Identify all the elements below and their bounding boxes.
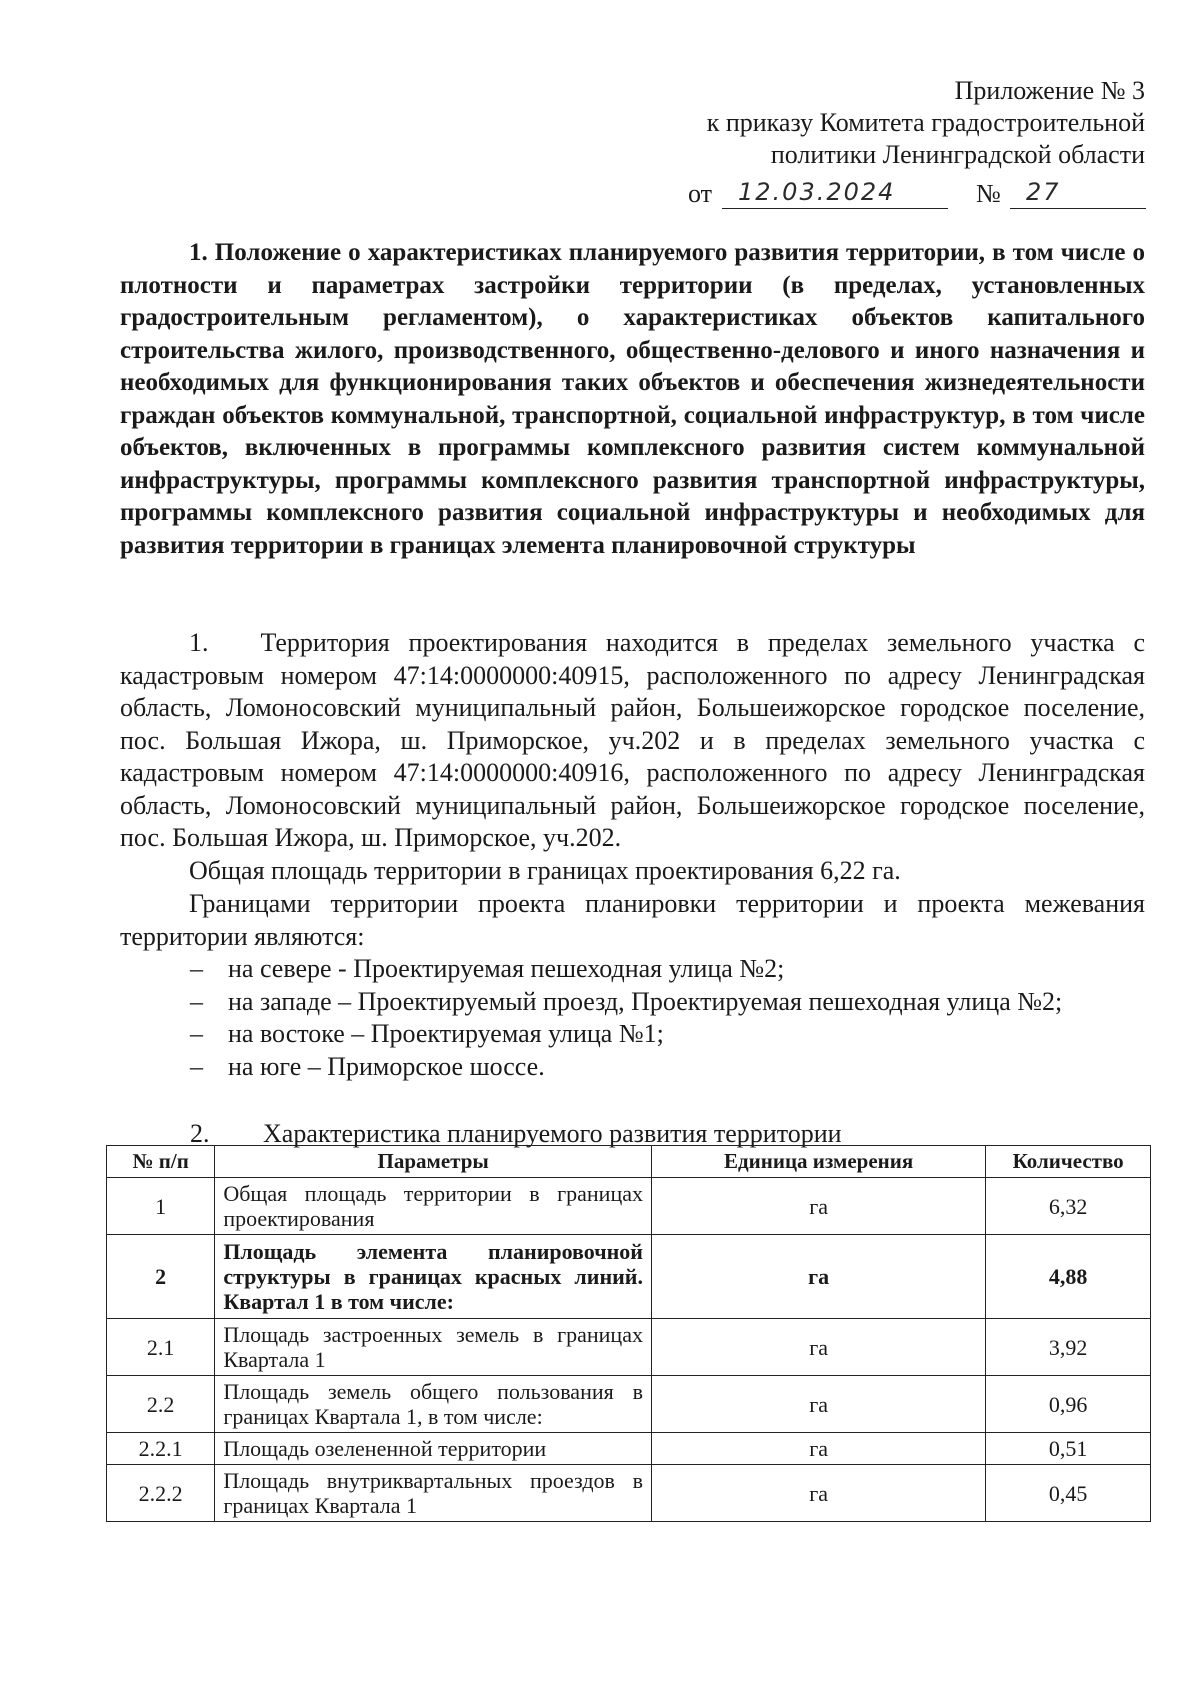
order-number: 27 (1026, 178, 1061, 206)
row-num: 2.2.2 (107, 1465, 215, 1522)
list-item: – на юге – Приморское шоссе. (190, 1051, 1150, 1084)
row-num: 2 (107, 1235, 215, 1319)
section-title: 1. Положение о характеристиках планируемого развития территории, в том числе о плотности и параметрах застройки территории (в пределах, установленных градостроительным регламентом), о характеристиках объектов капитального строительства жилого, производственного, общественно-делового и иного назначения и необходимых для функционирования таких объектов и обеспечения жизнедеятельности граждан объектов коммунальной, транспортной, социальной инфраструктур, в том числе объектов, включенных в программы комплексного развития систем коммунальной инфраструктуры, программы комплексного развития транспортной инфраструктуры, программы комплексного развития социальной инфраструктуры и необходимых для развития территории в границах элемента планировочной структуры (120, 239, 1145, 559)
table-header-row (107, 1146, 1151, 1178)
row-qty: 0,96 (986, 1376, 1151, 1433)
row-num: 2.2 (107, 1376, 215, 1433)
table-row (107, 1178, 1151, 1235)
list-item: – на западе – Проектируемый проезд, Проектируемая пешеходная улица №2; (190, 986, 1150, 1019)
table-row (107, 1319, 1151, 1376)
table-row (107, 1235, 1151, 1319)
row-unit: га (651, 1465, 985, 1522)
boundaries-list (190, 953, 1150, 1083)
table-row (107, 1376, 1151, 1433)
row-param: Площадь застроенных земель в границах Квартала 1 (215, 1319, 652, 1376)
section2-title: Характеристика планируемого развития территории (263, 1119, 842, 1148)
header-params: Параметры (215, 1146, 652, 1178)
row-param: Площадь элемента планировочной структуры в границах красных линий. Квартал 1 в том числе: (215, 1235, 652, 1319)
parameters-table (106, 1145, 1151, 1522)
date-prefix: от (688, 179, 713, 208)
header-num: № п/п (107, 1146, 215, 1178)
territory-location-paragraph: 1. Территория проектирования находится в пределах земельного участка с кадастровым номером 47:14:0000000:40915, расположенного по адресу Ленинградская область, Ломоносовский муниципальный район, Большеижорское городское поселение, пос. Большая Ижора, ш. Приморское, уч.202 и в пределах земельного участка с кадастровым номером 47:14:0000000:40916, расположенного по адресу Ленинградская область, Ломоносовский муниципальный район, Большеижорское городское поселение, пос. Большая Ижора, ш. Приморское, уч.202. (120, 628, 1145, 852)
row-param: Площадь озелененной территории (215, 1433, 652, 1465)
row-param: Площадь внутриквартальных проездов в границах Квартала 1 (215, 1465, 652, 1522)
order-reference: к приказу Комитета градостроительной (706, 108, 1145, 137)
row-unit: га (651, 1433, 985, 1465)
total-area-paragraph: Общая площадь территории в границах проектирования 6,22 га. (189, 856, 901, 885)
table-row (107, 1465, 1151, 1522)
dash-marker: – (190, 1051, 203, 1081)
table-row (107, 1433, 1151, 1465)
dash-marker: – (190, 1019, 203, 1048)
row-qty: 0,45 (986, 1465, 1151, 1522)
row-qty: 3,92 (986, 1319, 1151, 1376)
row-num: 1 (107, 1178, 215, 1235)
row-unit: га (651, 1319, 985, 1376)
boundaries-intro-paragraph: Границами территории проекта планировки территории и проекта межевания территории являются: (120, 889, 1145, 951)
appendix-label: Приложение № 3 (954, 76, 1145, 105)
row-qty: 6,32 (986, 1178, 1151, 1235)
row-unit: га (651, 1178, 985, 1235)
list-item: – на севере - Проектируемая пешеходная улица №2; (190, 953, 1150, 986)
row-unit: га (651, 1376, 985, 1433)
list-item: – на востоке – Проектируемая улица №1; (190, 1018, 1150, 1051)
row-param: Общая площадь территории в границах проектирования (215, 1178, 652, 1235)
order-date-line (688, 178, 1148, 210)
header-qty: Количество (986, 1146, 1151, 1178)
header-block (707, 75, 1145, 171)
order-authority: политики Ленинградской области (770, 140, 1145, 169)
header-unit: Единица измерения (651, 1146, 985, 1178)
section2-number: 2. (190, 1119, 210, 1148)
dash-marker: – (190, 954, 203, 983)
dash-marker: – (190, 986, 203, 1016)
order-date: 12.03.2024 (738, 178, 896, 206)
row-param: Площадь земель общего пользования в границах Квартала 1, в том числе: (215, 1376, 652, 1433)
row-num: 2.2.1 (107, 1433, 215, 1465)
row-unit: га (651, 1235, 985, 1319)
row-qty: 4,88 (986, 1235, 1151, 1319)
row-num: 2.1 (107, 1319, 215, 1376)
row-qty: 0,51 (986, 1433, 1151, 1465)
number-prefix: № (976, 179, 1001, 208)
